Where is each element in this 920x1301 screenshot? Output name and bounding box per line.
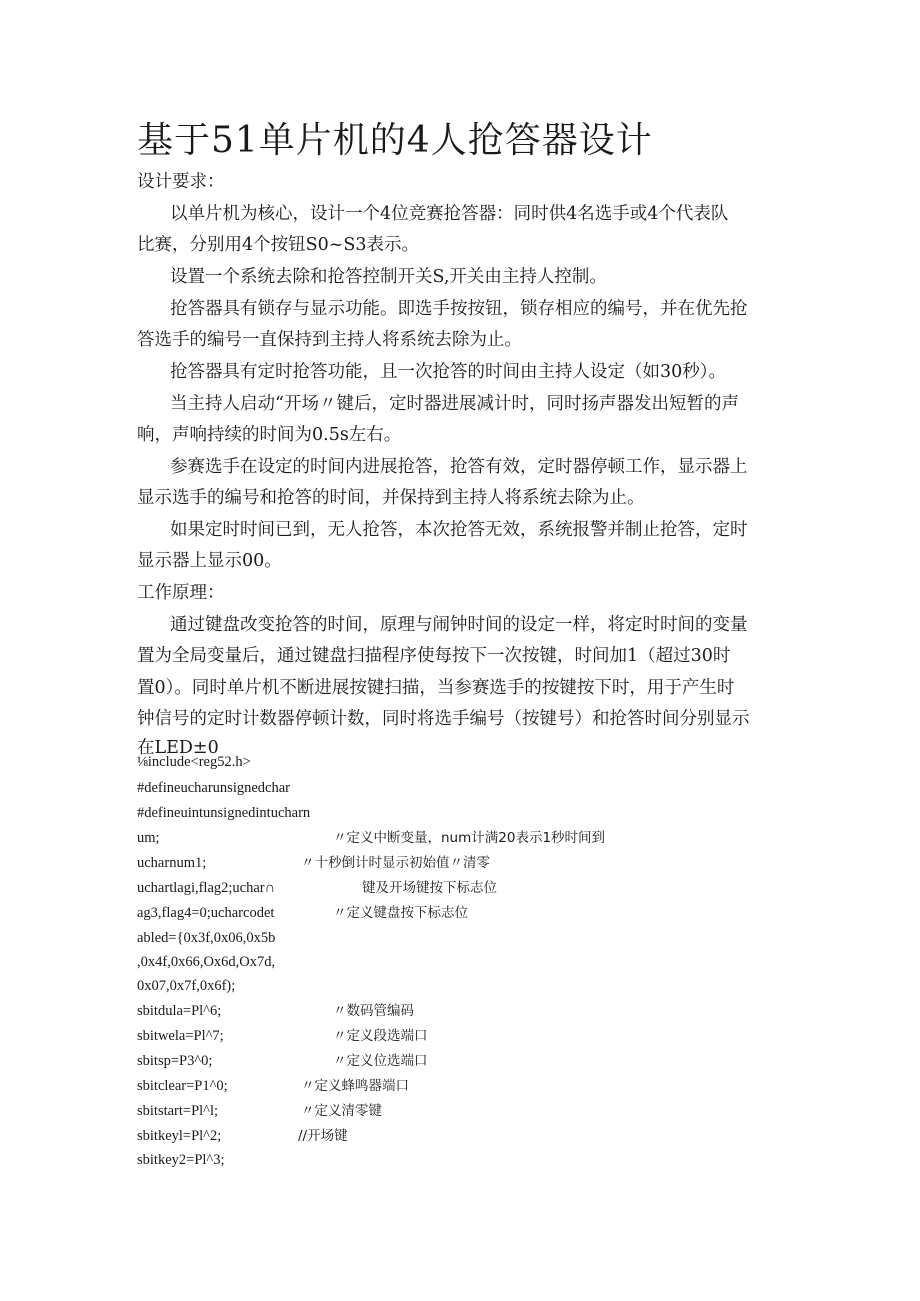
- code-line-9: ,0x4f,0x66,Ox6d,Ox7d,: [137, 954, 276, 970]
- principle-line-3: 置0）。同时单片机不断进展按键扫描，当参赛选手的按键按下时，用于产生时: [137, 678, 735, 698]
- code-line-15: sbitstart=Pl^l;: [137, 1103, 219, 1119]
- code-line-7: ag3,flag4=0;ucharcodet: [137, 905, 275, 921]
- code-comment-5: 〃数码管编码: [333, 1003, 414, 1019]
- req-line-7: 当主持人启动“开场〃键后，定时器进展减计时，同时扬声器发出短暂的声: [170, 394, 739, 414]
- code-line-13: sbitsp=P3^0;: [137, 1053, 213, 1069]
- code-line-17: sbitkey2=Pl^3;: [137, 1152, 225, 1168]
- code-comment-6: 〃定义段选端口: [333, 1028, 428, 1044]
- req-line-4: 抢答器具有锁存与显示功能。即选手按按钮，锁存相应的编号，并在优先抢: [170, 299, 748, 319]
- req-line-5: 答选手的编号一直保持到主持人将系统去除为止。: [137, 330, 522, 350]
- principle-line-2: 置为全局变量后，通过键盘扫描程序使每按下一次按键，时间加1（超过30时: [137, 646, 731, 666]
- req-line-2: 比赛，分别用4个按钮S0~S3表示。: [137, 235, 420, 255]
- req-line-10: 显示选手的编号和抢答的时间，并保持到主持人将系统去除为止。: [137, 488, 645, 508]
- req-line-3: 设置一个系统去除和抢答控制开关S,开关由主持人控制。: [170, 267, 607, 287]
- code-line-11: sbitdula=Pl^6;: [137, 1003, 222, 1019]
- req-line-9: 参赛选手在设定的时间内进展抢答，抢答有效，定时器停顿工作，显示器上: [170, 457, 748, 477]
- document-title: 基于51单片机的4人抢答器设计: [137, 120, 653, 161]
- code-comment-10: //开场键: [298, 1128, 348, 1144]
- code-line-10: 0x07,0x7f,0x6f);: [137, 978, 236, 994]
- code-line-6: uchartlagi,flag2;uchar∩: [137, 880, 276, 896]
- code-comment-4: 〃定义键盘按下标志位: [333, 905, 468, 921]
- code-comment-7: 〃定义位选端口: [333, 1053, 428, 1069]
- code-comment-2: 〃十秒倒计时显示初始值〃清零: [301, 855, 490, 871]
- req-line-1: 以单片机为核心，设计一个4位竞赛抢答器：同时供4名选手或4个代表队: [170, 204, 729, 224]
- code-line-4: um;: [137, 830, 160, 846]
- code-line-2: #defineucharunsignedchar: [137, 780, 290, 796]
- code-line-5: ucharnum1;: [137, 855, 207, 871]
- code-line-3: #defineuintunsignedintucharn: [137, 805, 311, 821]
- principle-line-4: 钟信号的定时计数器停顿计数，同时将选手编号（按键号）和抢答时间分别显示: [137, 709, 750, 729]
- req-line-12: 显示器上显示00。: [137, 551, 282, 571]
- code-line-14: sbitclear=P1^0;: [137, 1078, 228, 1094]
- code-line-1: ⅛include<reg52.h>: [137, 754, 251, 770]
- req-line-6: 抢答器具有定时抢答功能，且一次抢答的时间由主持人设定（如30秒）。: [170, 362, 727, 382]
- code-line-16: sbitkeyl=Pl^2;: [137, 1128, 222, 1144]
- code-comment-8: 〃定义蜂鸣器端口: [301, 1078, 409, 1094]
- code-comment-3: 键及开场键按下标志位: [362, 880, 497, 896]
- principle-heading: 工作原理：: [137, 583, 225, 603]
- code-line-12: sbitwela=Pl^7;: [137, 1028, 224, 1044]
- code-comment-9: 〃定义清零键: [301, 1103, 382, 1119]
- code-line-8: abled={0x3f,0x06,0x5b: [137, 930, 276, 946]
- code-comment-1: 〃定义中断变量，num计满20表示1秒时间到: [333, 830, 606, 846]
- principle-line-1: 通过键盘改变抢答的时间，原理与闹钟时间的设定一样，将定时时间的变量: [170, 615, 748, 635]
- req-line-11: 如果定时时间已到，无人抢答，本次抢答无效，系统报警并制止抢答，定时: [170, 520, 748, 540]
- req-line-8: 响，声响持续的时间为0.5s左右。: [137, 425, 402, 445]
- principle-line-5: 在LED±0: [137, 738, 219, 758]
- requirements-heading: 设计要求：: [137, 172, 225, 192]
